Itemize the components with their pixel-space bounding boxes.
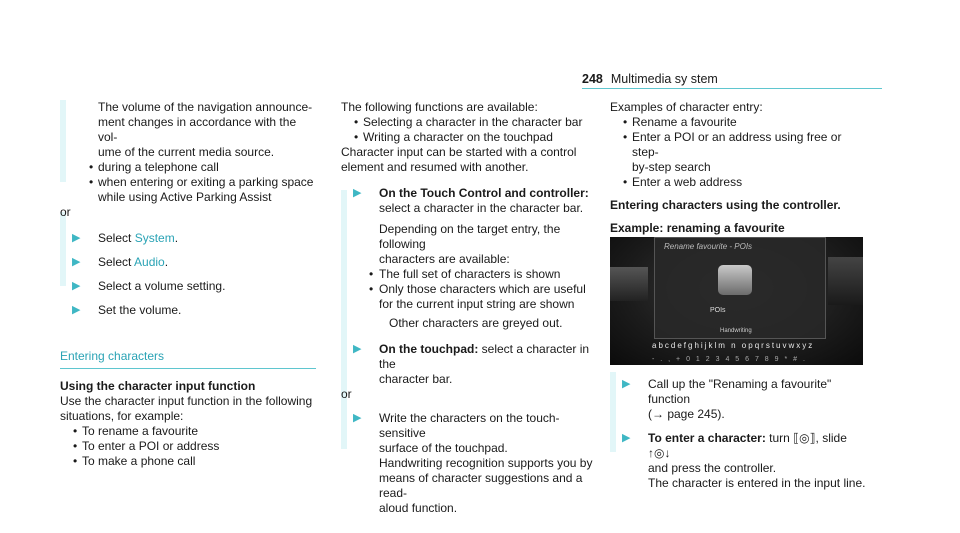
list-item: • Rename a favourite [610, 115, 866, 130]
step-select-system: ▶ Select System. [72, 231, 179, 245]
step-result: The character is entered in the input line. [648, 476, 866, 490]
link-audio[interactable]: Audio [134, 255, 165, 269]
list-item: • The full set of characters is shown [341, 267, 597, 282]
list-item: • Writing a character on the touchpad [341, 130, 597, 145]
step-arrow-icon: ▶ [353, 343, 362, 355]
page-header [582, 72, 718, 87]
character-bar-digits: - . , + 0 1 2 3 4 5 6 7 8 9 * # . [652, 356, 807, 363]
header-title: Multimedia sy stem [610, 72, 718, 86]
step-detail: Depending on the target entry, the following characters are available: [379, 222, 561, 266]
header-rule [582, 88, 882, 89]
or-text: or [341, 387, 352, 401]
input-line: POIs [710, 307, 726, 314]
col3-intro: Examples of character entry: [610, 100, 763, 114]
list-item: • during a telephone call [76, 160, 316, 175]
col1-intro: The volume of the navigation announce- ment changes in accordance with the vol- ume of the current media source. [98, 100, 313, 159]
list-item: • To enter a POI or address [60, 439, 316, 454]
step-volume-setting: ▶ Select a volume setting. [72, 279, 226, 293]
handwriting-label: Handwriting [720, 328, 752, 334]
step-call-up: ▶ Call up the "Renaming a favourite" function (→ page 245). [622, 377, 832, 421]
or-text: or [60, 205, 71, 219]
step-arrow-icon: ▶ [622, 378, 631, 390]
step-arrow-icon: ▶ [72, 280, 81, 292]
column-3 [610, 100, 866, 236]
subheading: Using the character input function [60, 379, 256, 393]
example-label: Example: renaming a favourite [610, 221, 785, 235]
step-touch-control: ▶ On the Touch Control and controller: select a character in the character bar. [353, 186, 589, 215]
poi-icon [718, 265, 752, 295]
list-item: • To rename a favourite [60, 424, 316, 439]
step-arrow-icon: ▶ [353, 187, 362, 199]
character-bar: abcdefghijklm n opqrstuvwxyz [652, 341, 815, 350]
step-set-volume: ▶ Set the volume. [72, 303, 182, 317]
list-item: • Enter a web address [610, 175, 866, 190]
step-handwriting: ▶ Write the characters on the touch-sensitive surface of the touchpad. Handwriting recognition supports you by means of character suggestions and a read- aloud function. [353, 411, 593, 515]
column-2 [341, 100, 597, 516]
dialog-title: Rename favourite - POIs [664, 242, 753, 251]
thumbnail [610, 267, 648, 301]
col2-para: Character input can be started with a control element and resumed with another. [341, 145, 577, 174]
thumbnail [828, 257, 863, 305]
section-rule [60, 368, 316, 369]
list-item: • To make a phone call [60, 454, 316, 469]
page-number: 248 [582, 72, 603, 86]
col3-heading: Entering characters using the controller. [610, 198, 841, 212]
step-select-audio: ▶ Select Audio. [72, 255, 169, 269]
link-system[interactable]: System [134, 231, 175, 245]
step-touchpad: ▶ On the touchpad: select a character in the character bar. [353, 342, 590, 386]
col2-intro: The following functions are available: [341, 100, 538, 114]
step-arrow-icon: ▶ [353, 412, 362, 424]
step-arrow-icon: ▶ [622, 432, 631, 444]
list-item: • Enter a POI or an address using free or step- by-step search [610, 130, 866, 175]
step-enter-character: ▶ To enter a character: turn ⟦◎⟧, slide ↑◎↓ and press the controller. [622, 431, 847, 475]
list-item: • when entering or exiting a parking space while using Active Parking Assist [76, 175, 316, 205]
rename-favourite-screenshot [610, 237, 863, 365]
section-title: Entering characters [60, 349, 165, 363]
step-arrow-icon: ▶ [72, 256, 81, 268]
list-item: • Selecting a character in the character bar [341, 115, 597, 130]
step-arrow-icon: ▶ [72, 232, 81, 244]
column-1 [60, 100, 316, 469]
list-item: • Only those characters which are useful for the current input string are shown [341, 282, 597, 312]
step-arrow-icon: ▶ [72, 304, 81, 316]
column-3-steps [610, 377, 866, 491]
col1-body: Use the character input function in the following situations, for example: [60, 394, 313, 423]
step-note: Other characters are greyed out. [389, 316, 563, 330]
